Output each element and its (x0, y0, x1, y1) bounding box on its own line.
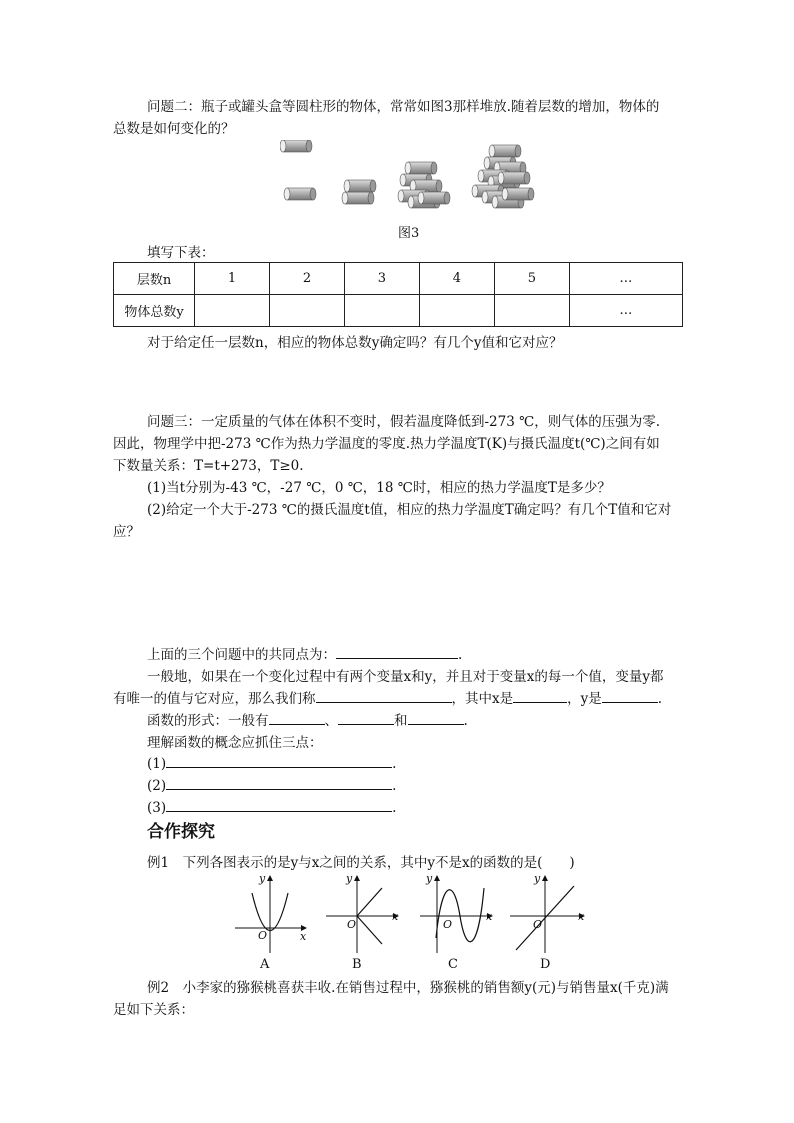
grasp-line: 理解函数的概念应抓住三点： (147, 735, 323, 751)
graph-label-b: B (352, 957, 362, 972)
q2-line2: 总数是如何变化的？ (113, 121, 235, 137)
graph-d-x-label: x (578, 910, 585, 923)
def-text-1: 有唯一的值与它对应，那么我们称 (113, 691, 316, 707)
table-cell[interactable] (419, 295, 494, 327)
answer-blank[interactable] (166, 797, 392, 812)
table-cell[interactable] (494, 295, 569, 327)
forms-text-3: 和 (394, 713, 408, 729)
q3-sub2a: (2)给定一个大于-273 ℃的摄氏温度t值，相应的热力学温度T确定吗？有几个T值和它对 (147, 502, 672, 518)
definition-line2: 有唯一的值与它对应，那么我们称 ，其中x是 ，y是 . (113, 687, 662, 707)
q3-line2: 因此，物理学中把-273 ℃作为热力学温度的零度.热力学温度T(K)与摄氏温度t(℃)之间有如 (113, 436, 660, 452)
table-cell[interactable] (269, 295, 344, 327)
graph-a-y-label: y (259, 872, 266, 885)
q3-sub2b: 应？ (113, 524, 140, 540)
table-cell: 4 (419, 263, 494, 295)
q2-question: 对于给定任一层数n，相应的物体总数y确定吗？有几个y值和它对应？ (147, 335, 563, 351)
graph-a-origin: O (258, 929, 268, 942)
table-cell: … (569, 263, 682, 295)
table-cell: 2 (269, 263, 344, 295)
point-label: (1) (147, 756, 167, 772)
def-text-2: ，其中x是 (451, 691, 514, 707)
q3-line3: 下数量关系：T=t+273，T≥0. (113, 458, 304, 474)
answer-blank[interactable] (336, 644, 458, 659)
point-label: (3) (147, 800, 167, 816)
table-intro: 填写下表： (147, 245, 215, 261)
point-label: (2) (147, 778, 167, 794)
graph-c-sine-curve (436, 888, 484, 942)
table-cell: 层数n (114, 263, 195, 295)
answer-blank[interactable] (166, 775, 392, 790)
graph-a-x-label: x (300, 930, 307, 943)
graph-label-d: D (540, 957, 551, 972)
table-cell: … (569, 295, 682, 327)
q2-paragraph-cont (113, 118, 683, 140)
common-line: 上面的三个问题中的共同点为： . (147, 643, 462, 663)
forms-line: 函数的形式：一般有 、 和 . (147, 709, 468, 729)
table-cell: 3 (344, 263, 419, 295)
def-text-3: ，y是 (567, 691, 602, 707)
point-line-2: (2) . (147, 775, 396, 794)
table-row (114, 295, 683, 327)
common-label: 上面的三个问题中的共同点为： (147, 647, 336, 663)
graph-b-y-label: y (346, 872, 353, 885)
table-row (114, 263, 683, 295)
table-cell[interactable] (344, 295, 419, 327)
q2-paragraph (113, 96, 683, 118)
example2-line2: 足如下关系： (113, 1002, 194, 1018)
data-table (113, 262, 683, 327)
example1-graphs (230, 868, 680, 958)
forms-text-1: 函数的形式：一般有 (147, 713, 269, 729)
forms-text-2: 、 (324, 713, 338, 729)
point-line-3: (3) . (147, 797, 396, 816)
answer-blank[interactable] (408, 710, 464, 725)
section-title: 合作探究 (147, 822, 215, 842)
table-cell[interactable] (195, 295, 270, 327)
stacked-cylinders-figure (280, 140, 540, 215)
graph-c-x-label: x (486, 910, 493, 923)
answer-blank[interactable] (513, 688, 567, 703)
example1-text: 例1 下列各图表示的是y与x之间的关系，其中y不是x的函数的是( ) (147, 855, 575, 871)
graph-b-origin: O (347, 918, 357, 931)
cylinder-icon (280, 140, 312, 152)
example2-line1: 例2 小李家的猕猴桃喜获丰收.在销售过程中，猕猴桃的销售额y(元)与销售量x(千克)满 (147, 980, 669, 996)
figure-caption: 图3 (398, 226, 420, 241)
graph-label-c: C (448, 957, 458, 972)
point-line-1: (1) . (147, 753, 396, 772)
answer-blank[interactable] (602, 688, 658, 703)
table-cell: 5 (494, 263, 569, 295)
graph-d-origin: O (533, 918, 543, 931)
graph-c-y-label: y (426, 872, 433, 885)
graph-label-a: A (260, 957, 270, 972)
graph-b-line-up (357, 888, 382, 916)
graph-b-x-label: x (392, 910, 399, 923)
graph-b-line-down (357, 916, 382, 944)
q3-line1: 问题三：一定质量的气体在体积不变时，假若温度降低到-273 ℃，则气体的压强为零. (147, 414, 661, 430)
table-cell: 物体总数y (114, 295, 195, 327)
answer-blank[interactable] (316, 688, 452, 703)
definition-line1: 一般地，如果在一个变化过程中有两个变量x和y，并且对于变量x的每一个值，变量y都 (147, 669, 664, 685)
q2-line1: 问题二：瓶子或罐头盒等圆柱形的物体，常常如图3那样堆放.随着层数的增加，物体的 (147, 99, 660, 115)
answer-blank[interactable] (269, 710, 325, 725)
answer-blank[interactable] (338, 710, 394, 725)
q3-sub1: (1)当t分别为-43 ℃，-27 ℃，0 ℃，18 ℃时，相应的热力学温度T是多少？ (147, 480, 611, 496)
answer-blank[interactable] (166, 753, 392, 768)
graph-c-origin: O (443, 918, 453, 931)
graph-d-y-label: y (534, 872, 541, 885)
table-cell: 1 (195, 263, 270, 295)
